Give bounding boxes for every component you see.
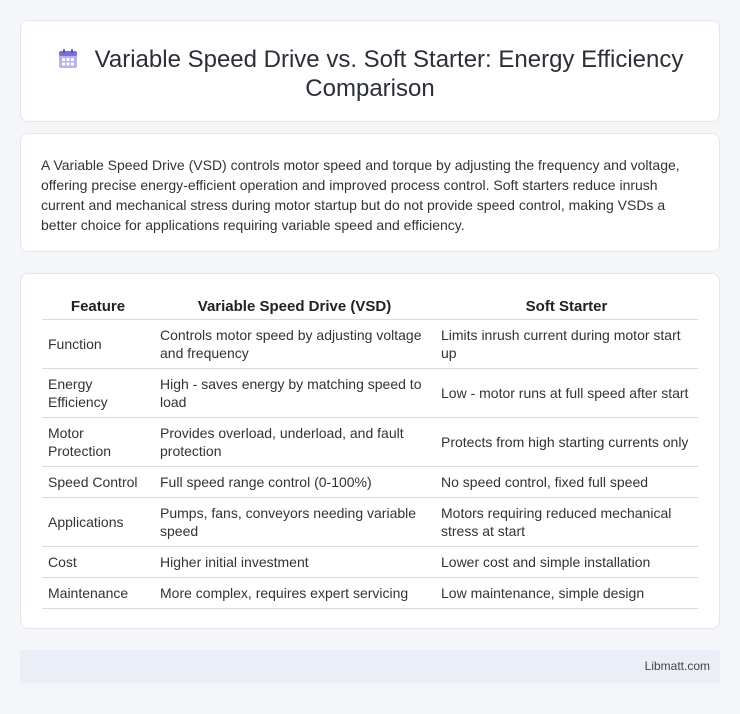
header-vsd: Variable Speed Drive (VSD): [154, 296, 435, 320]
footer-brand-link[interactable]: Libmatt.com: [644, 659, 710, 673]
soft-starter-cell: Motors requiring reduced mechanical stress at start: [435, 498, 698, 547]
soft-starter-cell: Low maintenance, simple design: [435, 578, 698, 609]
vsd-cell: More complex, requires expert servicing: [154, 578, 435, 609]
feature-cell: Motor Protection: [42, 418, 154, 467]
feature-cell: Speed Control: [42, 467, 154, 498]
intro-card: [20, 133, 720, 252]
soft-starter-cell: No speed control, fixed full speed: [435, 467, 698, 498]
title-card: [20, 20, 720, 122]
vsd-cell: Full speed range control (0-100%): [154, 467, 435, 498]
calendar-icon: [57, 48, 79, 70]
page-title-line1: Variable Speed Drive vs. Soft Starter: Energy Efficiency: [94, 46, 684, 73]
footer-bar: [20, 650, 720, 683]
table-row: [42, 467, 698, 498]
vsd-cell: High - saves energy by matching speed to load: [154, 369, 435, 418]
header-soft-starter: Soft Starter: [435, 296, 698, 320]
table-row: [42, 578, 698, 609]
header-feature: Feature: [42, 296, 154, 320]
table-row: [42, 320, 698, 369]
vsd-cell: Controls motor speed by adjusting voltage and frequency: [154, 320, 435, 369]
feature-cell: Cost: [42, 547, 154, 578]
vsd-cell: Pumps, fans, conveyors needing variable speed: [154, 498, 435, 547]
feature-cell: Maintenance: [42, 578, 154, 609]
vsd-cell: Provides overload, underload, and fault protection: [154, 418, 435, 467]
page-title-line2: Comparison: [305, 75, 435, 102]
table-row: [42, 418, 698, 467]
table-row: [42, 547, 698, 578]
soft-starter-cell: Protects from high starting currents only: [435, 418, 698, 467]
table-row: [42, 498, 698, 547]
comparison-table: [42, 296, 698, 609]
soft-starter-cell: Low - motor runs at full speed after start: [435, 369, 698, 418]
soft-starter-cell: Limits inrush current during motor start up: [435, 320, 698, 369]
soft-starter-cell: Lower cost and simple installation: [435, 547, 698, 578]
feature-cell: Function: [42, 320, 154, 369]
table-header-row: [42, 296, 698, 320]
intro-text: A Variable Speed Drive (VSD) controls motor speed and torque by adjusting the frequency and voltage, offering precise energy-efficient operation and improved process control. Soft starters reduce inrush current and mechanical stress during motor startup but do not provide speed control, making VSDs a better choice for applications requiring variable speed and efficiency.: [41, 157, 680, 233]
vsd-cell: Higher initial investment: [154, 547, 435, 578]
feature-cell: Applications: [42, 498, 154, 547]
feature-cell: Energy Efficiency: [42, 369, 154, 418]
page-title: [21, 45, 719, 103]
table-row: [42, 369, 698, 418]
comparison-card: [20, 273, 720, 629]
